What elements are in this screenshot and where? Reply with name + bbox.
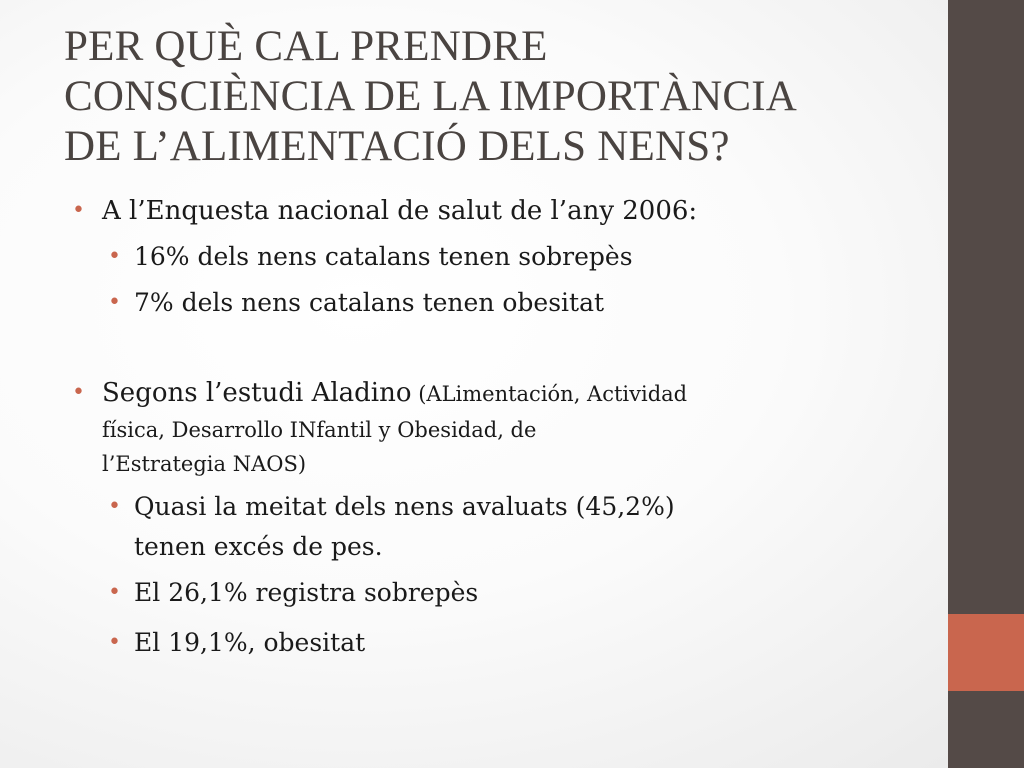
bullet-paren-line-2: física, Desarrollo INfantil y Obesidad, de — [102, 418, 537, 442]
bullet-paren-line-3: l’Estrategia NAOS) — [102, 452, 307, 476]
bullet-icon: • — [108, 494, 121, 519]
slide-body — [72, 188, 932, 667]
bullet-text: Segons l’estudi Aladino — [102, 378, 412, 408]
title-line-2: CONSCIÈNCIA DE LA IMPORTÀNCIA — [64, 73, 798, 120]
sub-bullet-261 — [72, 567, 932, 619]
sub-bullet-meitat — [72, 487, 932, 527]
bullet-text: 16% dels nens catalans tenen sobrepès — [134, 242, 633, 271]
bullet-paren-text: (ALimentación, Actividad — [411, 382, 688, 406]
title-line-3: DE L’ALIMENTACIÓ DELS NENS? — [64, 123, 730, 170]
title-line-1: PER QUÈ CAL PRENDRE — [64, 23, 548, 70]
bullet-text: A l’Enquesta nacional de salut de l’any 2006: — [102, 196, 698, 226]
spacer — [72, 326, 932, 374]
bullet-text: 7% dels nens catalans tenen obesitat — [134, 288, 605, 317]
bullet-text: El 26,1% registra sobrepès — [134, 578, 479, 607]
bullet-text: Quasi la meitat dels nens avaluats (45,2%) — [134, 492, 675, 521]
bullet-icon: • — [108, 630, 121, 655]
bullet-icon: • — [72, 380, 85, 405]
slide-title — [64, 22, 934, 172]
sub-bullet-191 — [72, 619, 932, 667]
sub-bullet-obesitat — [72, 280, 932, 326]
bullet-icon: • — [108, 290, 121, 315]
bullet-enquesta — [72, 188, 932, 234]
bullet-aladino — [72, 374, 932, 413]
sub-bullet-meitat-cont: tenen excés de pes. — [134, 532, 383, 561]
sidebar-accent-block — [948, 614, 1024, 691]
sub-bullet-sobrepes — [72, 234, 932, 280]
bullet-icon: • — [108, 580, 121, 605]
bullet-icon: • — [72, 198, 85, 223]
bullet-text: El 19,1%, obesitat — [134, 628, 366, 657]
bullet-icon: • — [108, 244, 121, 269]
